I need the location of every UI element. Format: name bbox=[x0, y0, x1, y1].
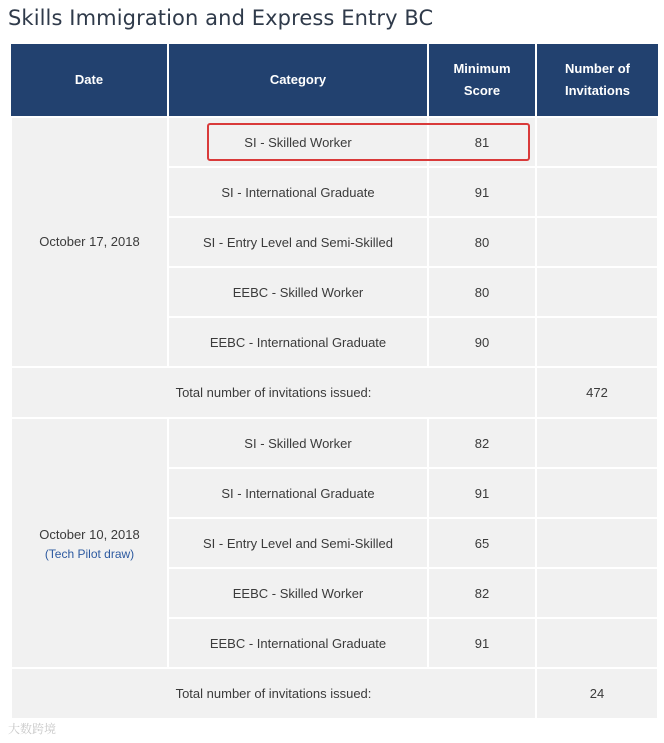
watermark: 大数跨境 bbox=[8, 722, 57, 736]
table-row bbox=[11, 117, 658, 167]
category-cell: EEBC - Skilled Worker bbox=[168, 568, 428, 618]
invitations-cell bbox=[536, 267, 658, 317]
category-cell: SI - Entry Level and Semi-Skilled bbox=[168, 217, 428, 267]
draw-date: October 10, 2018 bbox=[39, 527, 140, 542]
header-minimum-score: Minimum Score bbox=[428, 44, 536, 117]
draw-note: (Tech Pilot draw) bbox=[44, 547, 135, 561]
score-cell: 91 bbox=[428, 167, 536, 217]
invitations-cell bbox=[536, 618, 658, 668]
total-value: 24 bbox=[536, 668, 658, 719]
invitations-cell bbox=[536, 418, 658, 468]
total-row bbox=[11, 668, 658, 719]
total-value: 472 bbox=[536, 367, 658, 418]
header-category: Category bbox=[168, 44, 428, 117]
invitations-cell bbox=[536, 317, 658, 367]
invitations-cell bbox=[536, 117, 658, 167]
score-cell: 65 bbox=[428, 518, 536, 568]
table-header-row bbox=[11, 44, 658, 117]
invitations-cell bbox=[536, 568, 658, 618]
score-cell: 80 bbox=[428, 217, 536, 267]
invitations-cell bbox=[536, 217, 658, 267]
invitations-cell bbox=[536, 518, 658, 568]
draw-results-table bbox=[10, 44, 659, 720]
category-cell: SI - Skilled Worker bbox=[168, 117, 428, 167]
invitations-cell bbox=[536, 167, 658, 217]
page-title: Skills Immigration and Express Entry BC bbox=[8, 6, 434, 30]
draw-date-cell bbox=[11, 418, 168, 668]
invitations-cell bbox=[536, 468, 658, 518]
draw-date: October 17, 2018 bbox=[39, 234, 140, 249]
category-cell: SI - Skilled Worker bbox=[168, 418, 428, 468]
score-cell: 81 bbox=[428, 117, 536, 167]
score-cell: 90 bbox=[428, 317, 536, 367]
draw-date-cell bbox=[11, 117, 168, 367]
score-cell: 91 bbox=[428, 618, 536, 668]
category-cell: EEBC - Skilled Worker bbox=[168, 267, 428, 317]
total-label: Total number of invitations issued: bbox=[11, 668, 536, 719]
score-cell: 91 bbox=[428, 468, 536, 518]
table-row bbox=[11, 418, 658, 468]
total-row bbox=[11, 367, 658, 418]
category-cell: SI - International Graduate bbox=[168, 167, 428, 217]
score-cell: 82 bbox=[428, 568, 536, 618]
score-cell: 80 bbox=[428, 267, 536, 317]
header-number-of-invitations: Number of Invitations bbox=[536, 44, 658, 117]
category-cell: SI - International Graduate bbox=[168, 468, 428, 518]
category-cell: SI - Entry Level and Semi-Skilled bbox=[168, 518, 428, 568]
category-cell: EEBC - International Graduate bbox=[168, 618, 428, 668]
total-label: Total number of invitations issued: bbox=[11, 367, 536, 418]
category-cell: EEBC - International Graduate bbox=[168, 317, 428, 367]
header-date: Date bbox=[11, 44, 168, 117]
score-cell: 82 bbox=[428, 418, 536, 468]
